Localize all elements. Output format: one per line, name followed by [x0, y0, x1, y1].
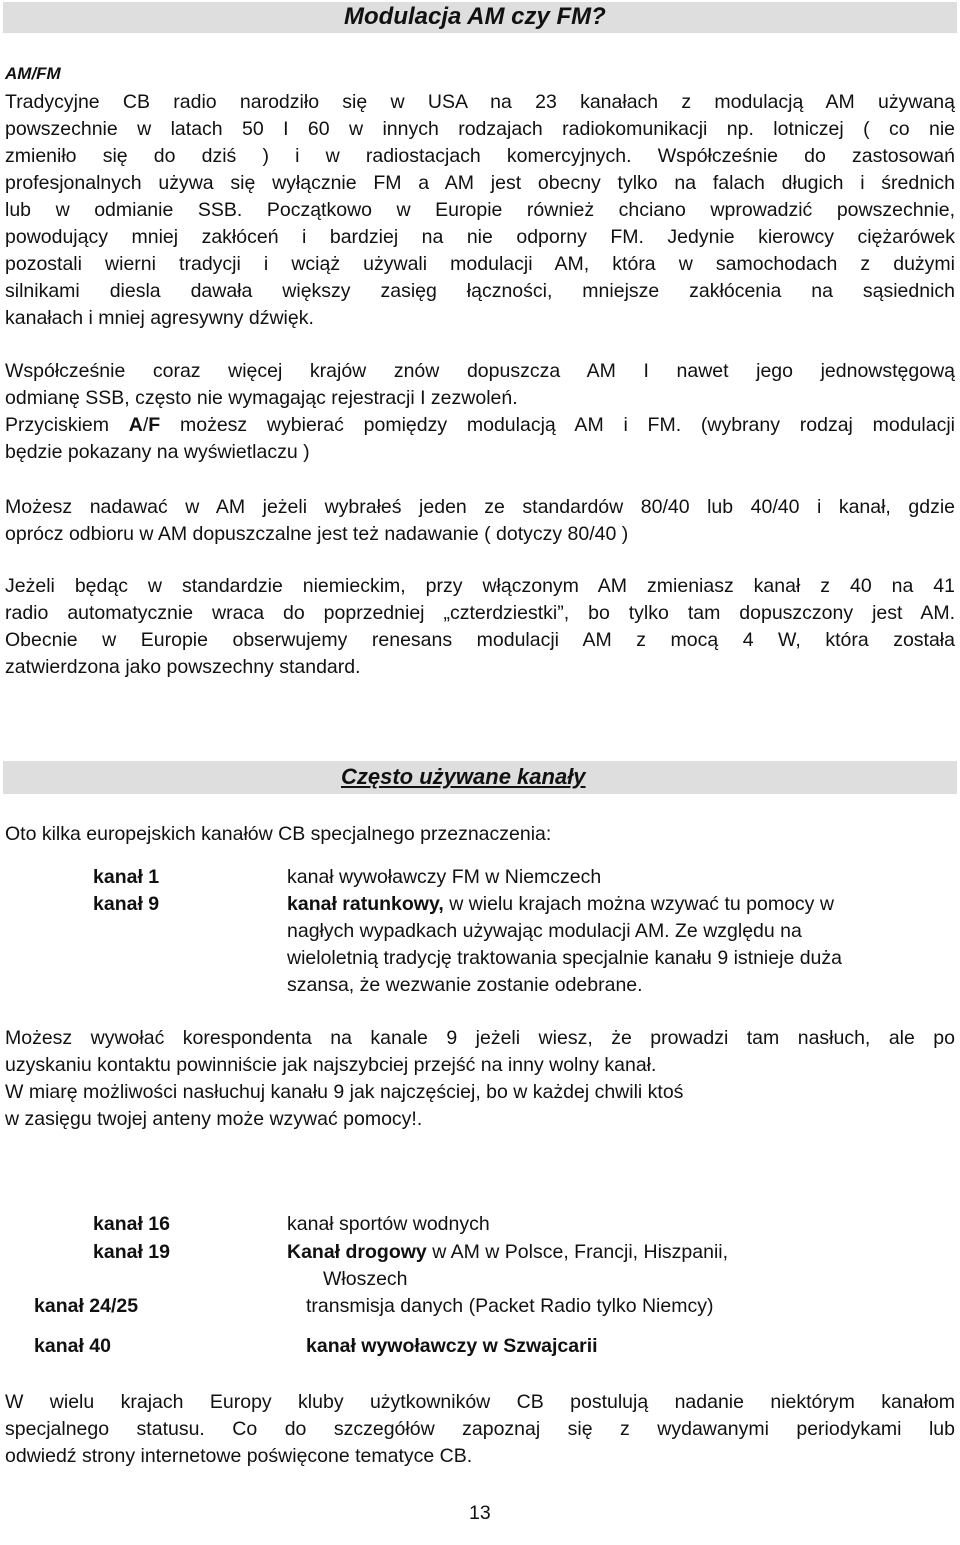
text-fragment: Przyciskiem [5, 414, 129, 436]
text-line: będzie pokazany na wyświetlaczu ) [5, 441, 310, 463]
channel-40-desc: kanał wywoławczy w Szwajcarii [306, 1335, 598, 1357]
text-line: lub w odmianie SSB. Początkowo w Europie również chciano wprowadzić powszechnie, [5, 199, 955, 221]
channel-16-desc: kanał sportów wodnych [287, 1213, 490, 1235]
text-line: zatwierdzona jako powszechny standard. [5, 656, 361, 678]
text-line: W miarę możliwości nasłuchuj kanału 9 jak najczęściej, bo w każdej chwili ktoś [5, 1081, 684, 1103]
text-line: silnikami diesla dawała większy zasięg łączności, mniejsze zakłócenia na sąsiednich [5, 280, 955, 302]
text-line: Obecnie w Europie obserwujemy renesans modulacji AM z mocą 4 W, która została [5, 629, 955, 651]
text-line: profesjonalnych używa się wyłącznie FM a AM jest obecny tylko na falach długich i średnich [5, 172, 955, 194]
channel-9-desc [287, 891, 842, 999]
text-line: odwiedź strony internetowe poświęcone tematyce CB. [5, 1445, 473, 1467]
text-line: uzyskaniu kontaktu powinniście jak najszybciej przejść na inny wolny kanał. [5, 1054, 657, 1076]
text-line: nagłych wypadkach używając modulacji AM. Ze względu na [287, 920, 802, 942]
key-a: A [128, 414, 143, 436]
text-line: Możesz nadawać w AM jeżeli wybrałeś jeden ze standardów 80/40 lub 40/40 i kanał, gdzie [5, 496, 955, 518]
text-line: szansa, że wezwanie zostanie odebrane. [287, 974, 643, 996]
text-line: Tradycyjne CB radio narodziło się w USA na 23 kanałach z modulacją AM używaną [5, 91, 955, 113]
text-line: specjalnego statusu. Co do szczegółów zapoznaj się z wydawanymi periodykami lub [5, 1418, 955, 1440]
text-line-am-fm-button [5, 412, 955, 439]
text-line: oprócz odbioru w AM dopuszczalne jest też nadawanie ( dotyczy 80/40 ) [5, 523, 629, 545]
channel-1-desc: kanał wywoławczy FM w Niemczech [287, 866, 602, 888]
channel-16-label: kanał 16 [93, 1213, 170, 1235]
channels-intro: Oto kilka europejskich kanałów CB specjalnego przeznaczenia: [5, 823, 552, 845]
text-line: powszechnie w latach 50 I 60 w innych rodzajach radiokomunikacji np. lotniczej ( co nie [5, 118, 955, 140]
channel-24-25-desc: transmisja danych (Packet Radio tylko Niemcy) [306, 1295, 714, 1317]
channel-19-desc [287, 1239, 728, 1293]
page-number: 13 [469, 1502, 491, 1524]
paragraph-am-return [5, 358, 955, 466]
paragraph-am-transmit [5, 494, 955, 548]
paragraph-german-standard [5, 573, 955, 681]
paragraph-history [5, 89, 955, 332]
text-line: pozostali wierni tradycji i wciąż używali modulacji AM, która w samochodach z dużymi [5, 253, 955, 275]
text-fragment: w wielu krajach można wzywać tu pomocy w [443, 893, 834, 915]
channel-19-label: kanał 19 [93, 1241, 170, 1263]
text-fragment: możesz wybierać pomiędzy modulacją AM i FM. (wybrany rodzaj modulacji [160, 414, 956, 436]
channel-9-emphasis: kanał ratunkowy, [287, 893, 444, 915]
text-line: odmianę SSB, często nie wymagając rejestracji I zezwoleń. [5, 387, 518, 409]
paragraph-channel-9-usage [5, 1025, 955, 1133]
text-line: kanałach i mniej agresywny dźwięk. [5, 307, 314, 329]
text-line: Możesz wywołać korespondenta na kanale 9 jeżeli wiesz, że prowadzi tam nasłuch, ale po [5, 1027, 955, 1049]
text-line: Współcześnie coraz więcej krajów znów dopuszcza AM I nawet jego jednowstęgową [5, 360, 955, 382]
text-line [287, 1239, 728, 1266]
text-line: wieloletnią tradycję traktowania specjalnie kanału 9 istnieje duża [287, 947, 842, 969]
channel-24-25-label: kanał 24/25 [34, 1295, 139, 1317]
channel-9-label: kanał 9 [93, 893, 160, 915]
channel-40-label: kanał 40 [34, 1335, 111, 1357]
channel-19-emphasis: Kanał drogowy [287, 1241, 427, 1263]
section-band [3, 761, 957, 794]
text-fragment: w AM w Polsce, Francji, Hiszpanii, [426, 1241, 729, 1263]
text-line: Jeżeli będąc w standardzie niemieckim, przy włączonym AM zmieniasz kanał z 40 na 41 [5, 575, 955, 597]
paragraph-special-status [5, 1389, 955, 1470]
channel-1-label: kanał 1 [93, 866, 160, 888]
section-heading-am-fm: AM/FM [5, 64, 61, 83]
text-line: zmieniło się do dziś ) i w radiostacjach komercyjnych. Współcześnie do zastosowań [5, 145, 955, 167]
text-line: radio automatycznie wraca do poprzedniej „czterdziestki”, bo tylko tam dopuszczony jest AM. [5, 602, 955, 624]
text-fragment: / [142, 414, 149, 436]
text-line: Włoszech [323, 1268, 408, 1290]
header-band [3, 2, 957, 33]
key-f: F [148, 414, 161, 436]
page-title: Modulacja AM czy FM? [344, 3, 606, 30]
section-title: Często używane kanały [341, 764, 586, 789]
text-line: powodujący mniej zakłóceń i bardziej na nie odporny FM. Jedynie kierowcy ciężarówek [5, 226, 955, 248]
text-line: W wielu krajach Europy kluby użytkowników CB postulują nadanie niektórym kanałom [5, 1391, 955, 1413]
text-line [287, 891, 842, 918]
text-line: w zasięgu twojej anteny może wzywać pomocy!. [5, 1108, 423, 1130]
